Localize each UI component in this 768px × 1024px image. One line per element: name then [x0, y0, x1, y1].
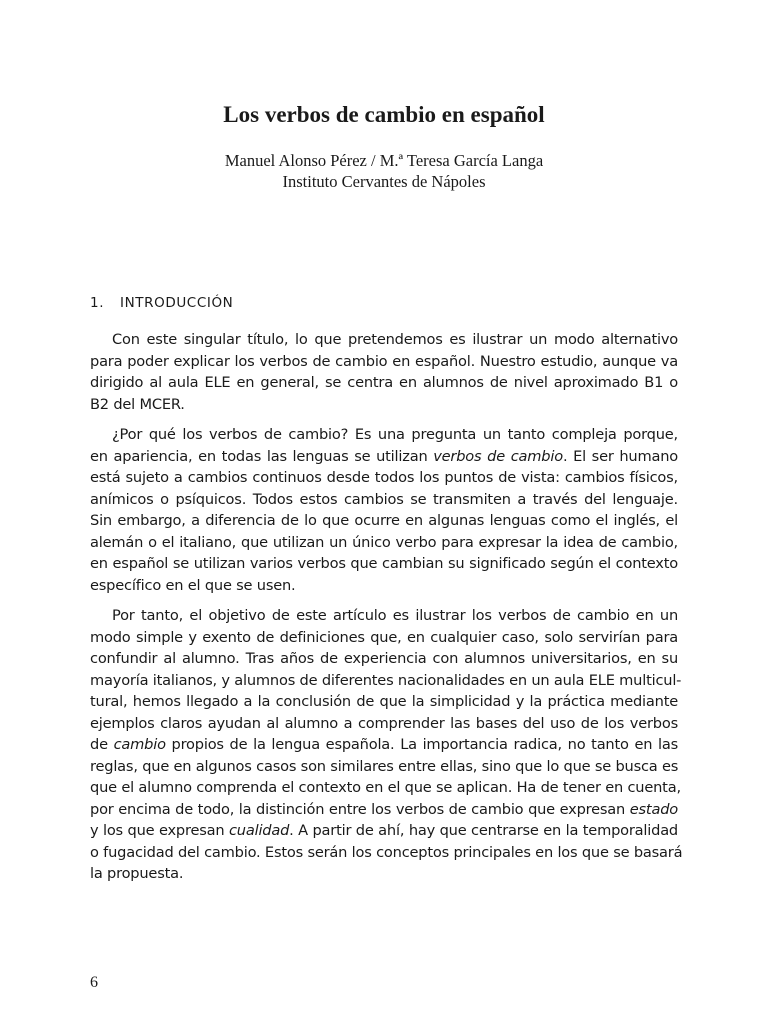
- text-run: mayoría italianos, y alumnos de diferentes nacionalidades en un aula ELE multicul-: [90, 671, 682, 689]
- text-line: [90, 510, 678, 532]
- text-run: modo simple y exento de definiciones que, en cualquier caso, solo servirían para: [90, 628, 678, 646]
- italic-term: estado: [629, 800, 678, 818]
- text-run: ¿Por qué los verbos de cambio? Es una pregunta un tanto compleja porque,: [112, 426, 678, 443]
- text-run: Con este singular título, lo que pretendemos es ilustrar un modo alternativo: [112, 331, 678, 348]
- text-run: la propuesta.: [90, 865, 184, 882]
- text-line: [90, 394, 678, 416]
- paragraph: [90, 605, 683, 885]
- text-line: [90, 820, 678, 842]
- text-run: de: [90, 736, 114, 753]
- text-line: [90, 446, 678, 468]
- paragraph: [90, 424, 678, 596]
- italic-term: cualidad: [228, 822, 290, 839]
- text-run: Sin embargo, a diferencia de lo que ocurre en algunas lenguas como el inglés, el: [90, 512, 678, 529]
- author-names: Manuel Alonso Pérez / M.ª Teresa García Langa: [224, 151, 544, 170]
- text-run: . A partir de ahí, hay que centrarse en la temporalidad: [289, 822, 678, 839]
- text-run: está sujeto a cambios continuos desde todos los puntos de vista: cambios físicos,: [90, 469, 678, 486]
- text-line: [90, 489, 678, 511]
- text-run: anímicos o psíquicos. Todos estos cambios se transmiten a través del lenguaje.: [90, 490, 678, 508]
- page-number: 6: [90, 974, 98, 991]
- text-line: [90, 329, 678, 351]
- section-number: 1.: [90, 295, 105, 311]
- text-run: o fugacidad del cambio. Estos serán los conceptos principales en los que se basará: [90, 843, 683, 861]
- text-line: [90, 863, 678, 885]
- article-title: Los verbos de cambio en español: [223, 102, 545, 127]
- section-heading: [90, 294, 233, 312]
- author-block: [0, 150, 768, 192]
- text-line: [90, 799, 678, 821]
- text-run: por encima de todo, la distinción entre los verbos de cambio que expresan: [90, 800, 630, 818]
- text-run: Por tanto, el objetivo de este artículo es ilustrar los verbos de cambio en un: [112, 607, 678, 624]
- text-line: [90, 532, 678, 554]
- text-line: [90, 842, 683, 864]
- italic-term: cambio: [113, 736, 166, 753]
- text-line: [90, 670, 682, 692]
- paragraph: [90, 329, 678, 415]
- text-line: [90, 351, 678, 373]
- text-line: [90, 777, 681, 799]
- text-run: propios de la lengua española. La importancia radica, no tanto en las: [165, 736, 678, 753]
- text-run: específico en el que se usen.: [90, 576, 296, 594]
- text-run: para poder explicar los verbos de cambio en español. Nuestro estudio, aunque va: [90, 352, 678, 370]
- text-line: [90, 713, 678, 735]
- text-line: [90, 575, 678, 597]
- text-line: [90, 553, 678, 575]
- text-run: B2 del MCER.: [90, 395, 185, 413]
- text-line: [90, 691, 678, 713]
- text-line: [90, 627, 678, 649]
- text-run: y los que expresan: [90, 822, 229, 839]
- text-line: [90, 372, 678, 394]
- text-line: [90, 648, 678, 670]
- body-text: [90, 329, 683, 894]
- text-run: confundir al alumno. Tras años de experiencia con alumnos universitarios, en su: [90, 650, 678, 667]
- text-run: en español se utilizan varios verbos que cambian su significado según el contexto: [90, 555, 678, 572]
- text-run: que el alumno comprenda el contexto en el que se aplican. Ha de tener en cuenta,: [90, 779, 681, 796]
- text-line: [90, 734, 678, 756]
- text-run: dirigido al aula ELE en general, se centra en alumnos de nivel aproximado B1 o: [90, 374, 678, 391]
- text-run: ejemplos claros ayudan al alumno a comprender las bases del uso de los verbos: [90, 714, 678, 732]
- section-title: INTRODUCCIÓN: [120, 295, 234, 311]
- text-line: [90, 756, 678, 778]
- text-run: alemán o el italiano, que utilizan un único verbo para expresar la idea de cambio,: [90, 533, 678, 551]
- author-affiliation: Instituto Cervantes de Nápoles: [282, 172, 486, 191]
- text-line: [90, 424, 678, 446]
- text-run: tural, hemos llegado a la conclusión de que la simplicidad y la práctica mediante: [90, 693, 678, 710]
- text-run: . El ser humano: [562, 447, 679, 465]
- text-line: [90, 605, 678, 627]
- text-run: en apariencia, en todas las lenguas se utilizan: [90, 447, 434, 465]
- italic-term: verbos de cambio: [433, 447, 563, 465]
- text-line: [90, 467, 678, 489]
- text-run: reglas, que en algunos casos son similares entre ellas, sino que lo que se busca es: [90, 757, 679, 775]
